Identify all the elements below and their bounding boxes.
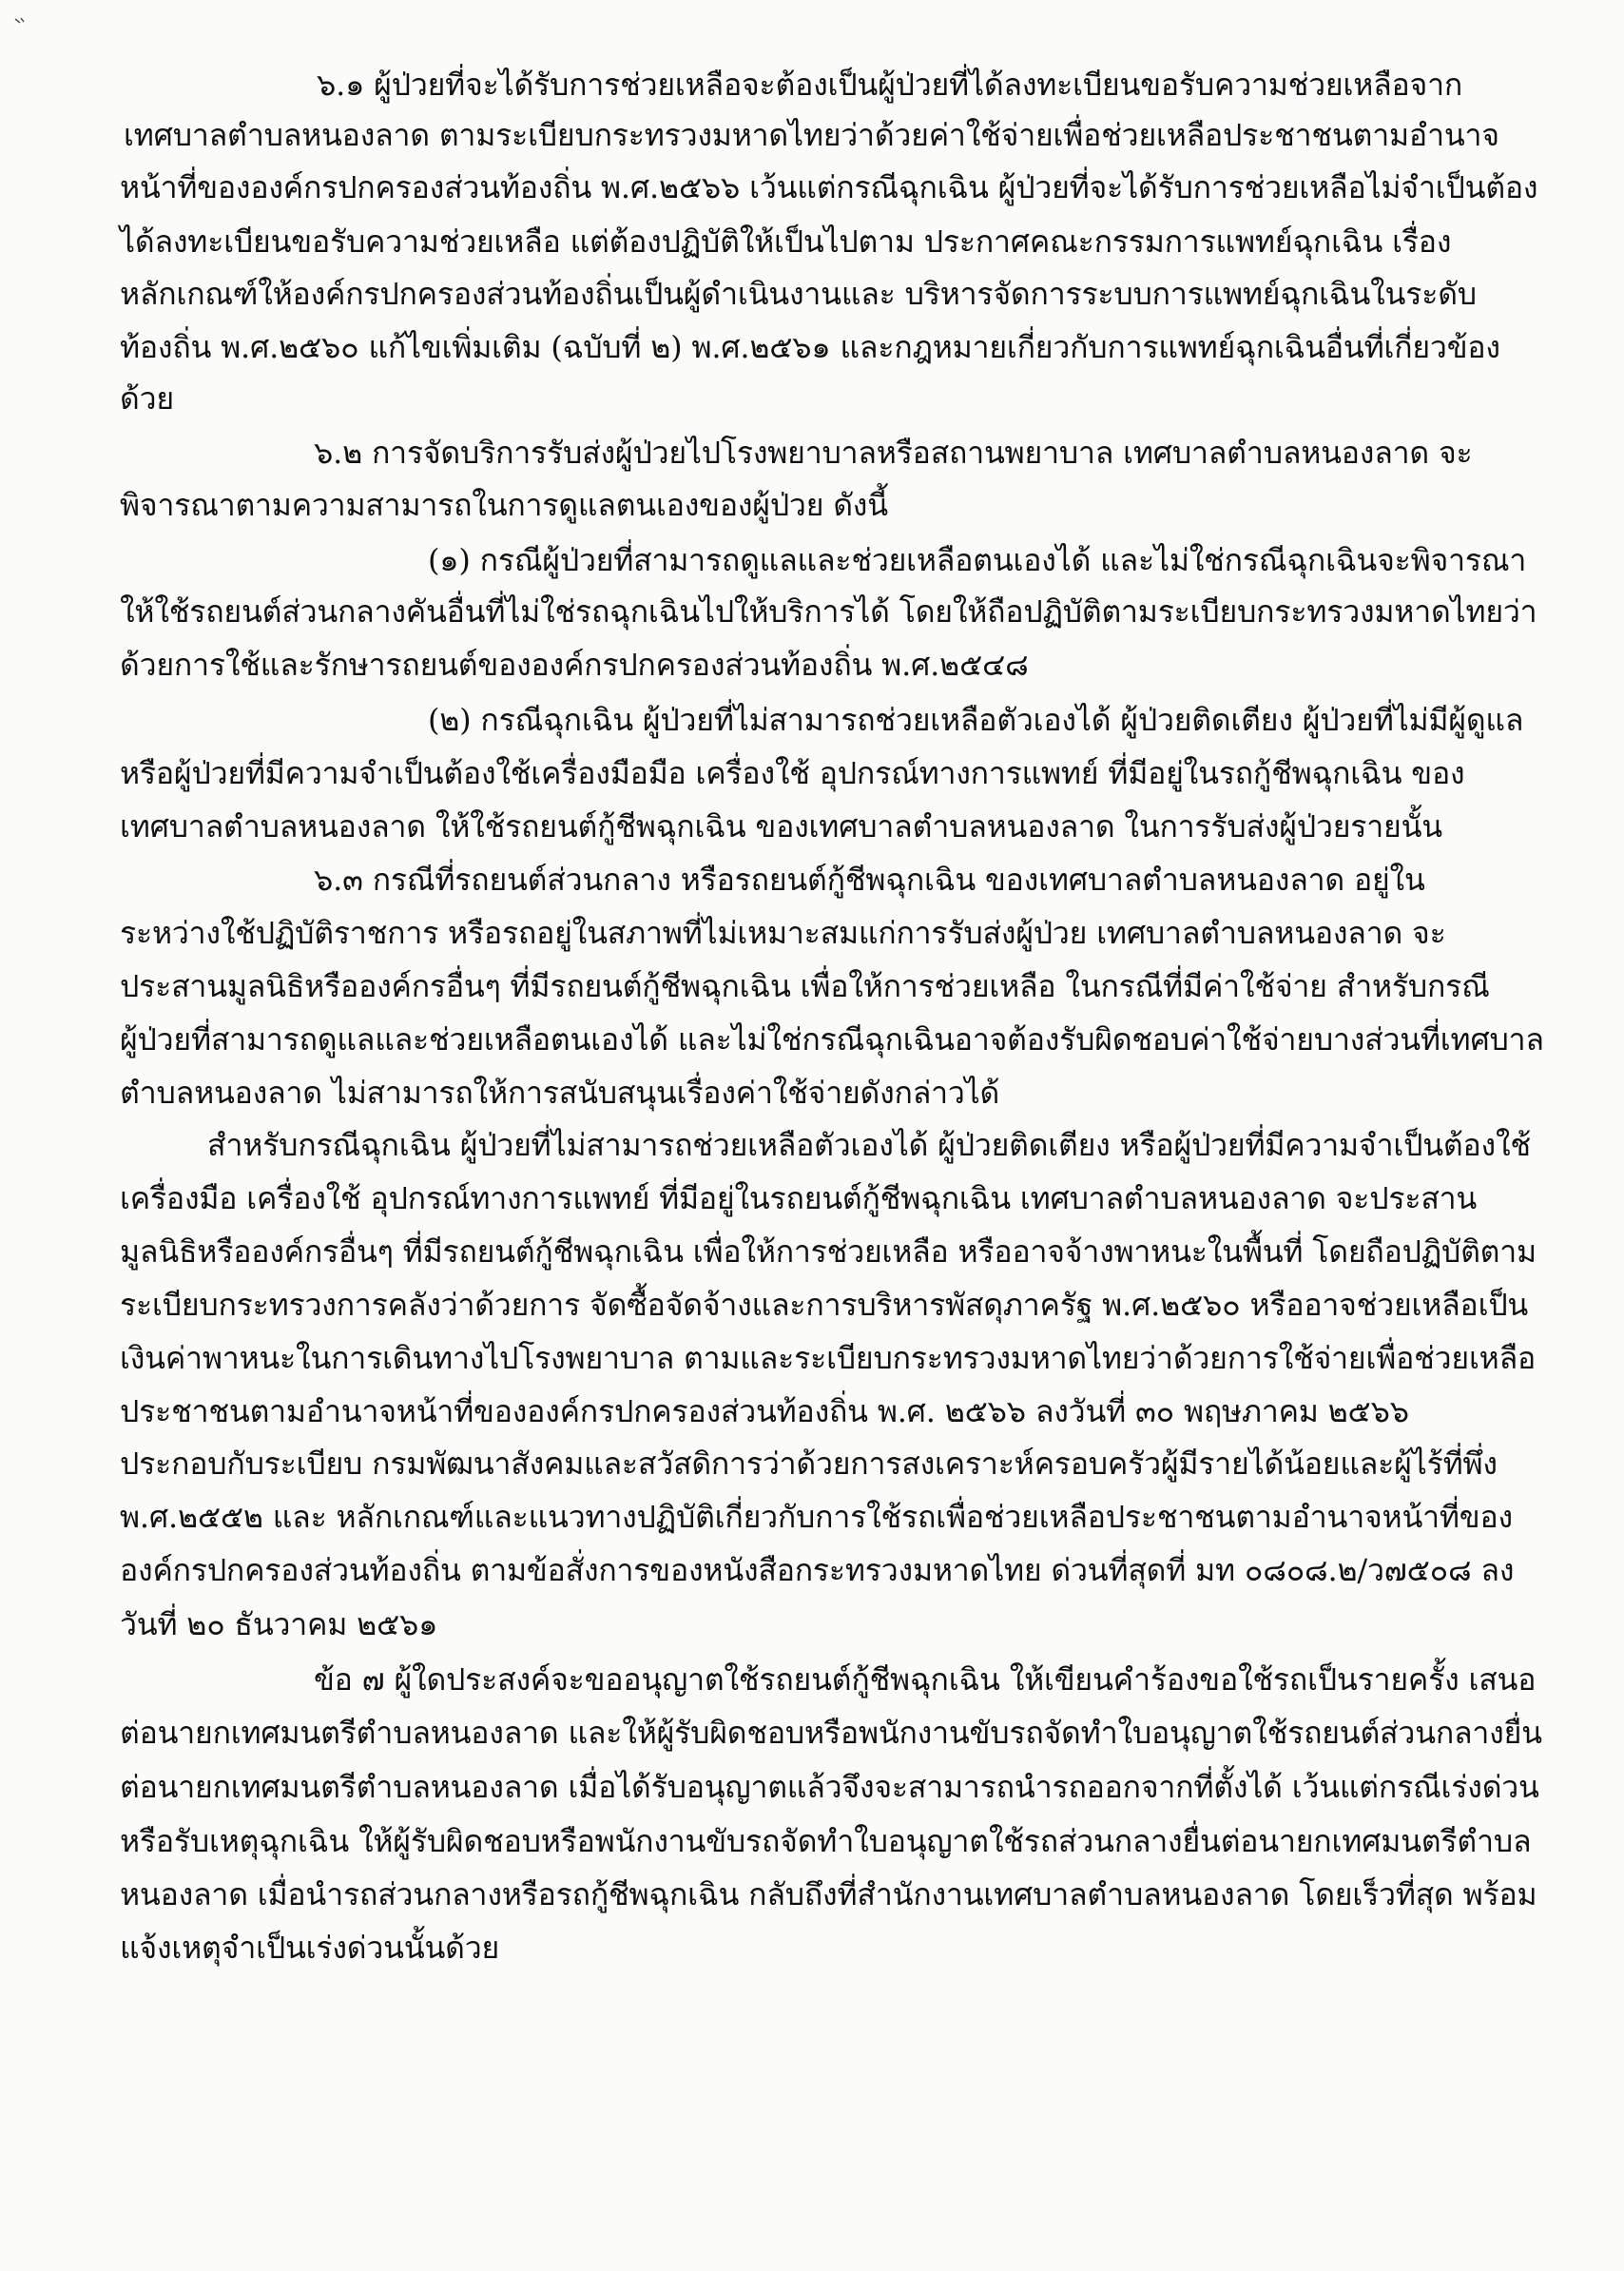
text-line: ด้วยการใช้และรักษารถยนต์ขององค์กรปกครองส่วนท้องถิ่น พ.ศ.๒๕๔๘ bbox=[120, 647, 1029, 683]
text-line: ต่อนายกเทศมนตรีตำบลหนองลาด และให้ผู้รับผิดชอบหรือพนักงานขับรถจัดทำใบอนุญาตใช้รถยนต์ส่วนกลางยื่น bbox=[120, 1715, 1542, 1751]
text-line: ให้ใช้รถยนต์ส่วนกลางคันอื่นที่ไม่ใช่รถฉุกเฉินไปให้บริการได้ โดยให้ถือปฏิบัติตามระเบียบกระทรวงมหาดไทยว่า bbox=[120, 593, 1537, 630]
text-line: สำหรับกรณีฉุกเฉิน ผู้ป่วยที่ไม่สามารถช่วยเหลือตัวเองได้ ผู้ป่วยติดเตียง หรือผู้ป่วยที่มีความจำเป็นต้องใช้ bbox=[207, 1127, 1531, 1163]
text-line: พิจารณาตามความสามารถในการดูแลตนเองของผู้ป่วย ดังนี้ bbox=[120, 487, 888, 523]
text-line: เทศบาลตำบลหนองลาด ให้ใช้รถยนต์กู้ชีพฉุกเฉิน ของเทศบาลตำบลหนองลาด ในการรับส่งผู้ป่วยรายนั้น bbox=[120, 808, 1442, 844]
text-line: เครื่องมือ เครื่องใช้ อุปกรณ์ทางการแพทย์ ที่มีอยู่ในรถยนต์กู้ชีพฉุกเฉิน เทศบาลตำบลหนองลาด จะประสาน bbox=[120, 1180, 1478, 1216]
text-line: หลักเกณฑ์ให้องค์กรปกครองส่วนท้องถิ่นเป็นผู้ดำเนินงานและ บริหารจัดการระบบการแพทย์ฉุกเฉินในระดับ bbox=[120, 276, 1477, 312]
corner-scan-mark bbox=[13, 13, 32, 32]
text-line: หรือรับเหตุฉุกเฉิน ให้ผู้รับผิดชอบหรือพนักงานขับรถจัดทำใบอนุญาตใช้รถส่วนกลางยื่นต่อนายกเทศมนตรีตำบล bbox=[120, 1823, 1532, 1859]
text-line: องค์กรปกครองส่วนท้องถิ่น ตามข้อสั่งการของหนังสือกระทรวงมหาดไทย ด่วนที่สุดที่ มท ๐๘๐๘.๒/ว๗๕๐๘ ลง bbox=[120, 1552, 1515, 1588]
text-line: พ.ศ.๒๕๕๒ และ หลักเกณฑ์และแนวทางปฏิบัติเกี่ยวกับการใช้รถเพื่อช่วยเหลือประชาชนตามอำนาจหน้าที่ของ bbox=[120, 1499, 1513, 1535]
text-line: (๑) กรณีผู้ป่วยที่สามารถดูแลและช่วยเหลือตนเองได้ และไม่ใช่กรณีฉุกเฉินจะพิจารณา bbox=[428, 542, 1527, 578]
text-line: ประชาชนตามอำนาจหน้าที่ขององค์กรปกครองส่วนท้องถิ่น พ.ศ. ๒๕๖๖ ลงวันที่ ๓๐ พฤษภาคม ๒๕๖๖ bbox=[120, 1393, 1409, 1429]
text-line: มูลนิธิหรือองค์กรอื่นๆ ที่มีรถยนต์กู้ชีพฉุกเฉิน เพื่อให้การช่วยเหลือ หรืออาจจ้างพาหนะในพื้นที่ โดยถือปฏิบัติตาม bbox=[120, 1233, 1537, 1270]
text-line: ท้องถิ่น พ.ศ.๒๕๖๐ แก้ไขเพิ่มเติม (ฉบับที่ ๒) พ.ศ.๒๕๖๑ และกฎหมายเกี่ยวกับการแพทย์ฉุกเฉินอื่นที่เกี่ยวข้อง bbox=[120, 329, 1500, 365]
text-line: หรือผู้ป่วยที่มีความจำเป็นต้องใช้เครื่องมือมือ เครื่องใช้ อุปกรณ์ทางการแพทย์ ที่มีอยู่ในรถกู้ชีพฉุกเฉิน ของ bbox=[120, 755, 1465, 791]
text-line: ๖.๒ การจัดบริการรับส่งผู้ป่วยไปโรงพยาบาลหรือสถานพยาบาล เทศบาลตำบลหนองลาด จะ bbox=[314, 435, 1473, 471]
text-line: ประกอบกับระเบียบ กรมพัฒนาสังคมและสวัสดิการว่าด้วยการสงเคราะห์ครอบครัวผู้มีรายได้น้อยและผู้ไร้ที่พึ่ง bbox=[120, 1446, 1498, 1482]
text-line: หนองลาด เมื่อนำรถส่วนกลางหรือรถกู้ชีพฉุกเฉิน กลับถึงที่สำนักงานเทศบาลตำบลหนองลาด โดยเร็วที่สุด พร้อม bbox=[120, 1876, 1537, 1912]
text-line: ผู้ป่วยที่สามารถดูแลและช่วยเหลือตนเองได้ และไม่ใช่กรณีฉุกเฉินอาจต้องรับผิดชอบค่าใช้จ่ายบางส่วนที่เทศบาล bbox=[120, 1021, 1544, 1058]
text-line: ได้ลงทะเบียนขอรับความช่วยเหลือ แต่ต้องปฏิบัติให้เป็นไปตาม ประกาศคณะกรรมการแพทย์ฉุกเฉิน เรื่อง bbox=[120, 223, 1452, 260]
text-line: แจ้งเหตุจำเป็นเร่งด่วนนั้นด้วย bbox=[120, 1930, 500, 1966]
text-line: ระเบียบกระทรวงการคลังว่าด้วยการ จัดซื้อจัดจ้างและการบริหารพัสดุภาครัฐ พ.ศ.๒๕๖๐ หรืออาจช่วยเหลือเป็น bbox=[120, 1287, 1529, 1323]
text-line: เงินค่าพาหนะในการเดินทางไปโรงพยาบาล ตามและระเบียบกระทรวงมหาดไทยว่าด้วยการใช้จ่ายเพื่อช่วยเหลือ bbox=[120, 1340, 1537, 1376]
text-line: ตำบลหนองลาด ไม่สามารถให้การสนับสนุนเรื่องค่าใช้จ่ายดังกล่าวได้ bbox=[120, 1075, 1000, 1111]
text-line: หน้าที่ขององค์กรปกครองส่วนท้องถิ่น พ.ศ.๒๕๖๖ เว้นแต่กรณีฉุกเฉิน ผู้ป่วยที่จะได้รับการช่วยเหลือไม่จำเป็นต้อง bbox=[120, 169, 1538, 205]
text-line: ประสานมูลนิธิหรือองค์กรอื่นๆ ที่มีรถยนต์กู้ชีพฉุกเฉิน เพื่อให้การช่วยเหลือ ในกรณีที่มีค่าใช้จ่าย สำหรับกรณี bbox=[120, 968, 1490, 1004]
text-line: ข้อ ๗ ผู้ใดประสงค์จะขออนุญาตใช้รถยนต์กู้ชีพฉุกเฉิน ให้เขียนคำร้องขอใช้รถเป็นรายครั้ง เสนอ bbox=[314, 1661, 1537, 1698]
text-line: เทศบาลตำบลหนองลาด ตามระเบียบกระทรวงมหาดไทยว่าด้วยค่าใช้จ่ายเพื่อช่วยเหลือประชาชนตามอำนาจ bbox=[124, 117, 1499, 153]
text-line: ๖.๑ ผู้ป่วยที่จะได้รับการช่วยเหลือจะต้องเป็นผู้ป่วยที่ได้ลงทะเบียนขอรับความช่วยเหลือจาก bbox=[317, 67, 1463, 103]
text-line: วันที่ ๒๐ ธันวาคม ๒๕๖๑ bbox=[120, 1606, 438, 1642]
text-line: (๒) กรณีฉุกเฉิน ผู้ป่วยที่ไม่สามารถช่วยเหลือตัวเองได้ ผู้ป่วยติดเตียง ผู้ป่วยที่ไม่มีผู้ดูแล bbox=[428, 702, 1524, 738]
text-line: ด้วย bbox=[120, 380, 174, 417]
text-line: ระหว่างใช้ปฏิบัติราชการ หรือรถอยู่ในสภาพที่ไม่เหมาะสมแก่การรับส่งผู้ป่วย เทศบาลตำบลหนองลาด จะ bbox=[120, 915, 1446, 951]
text-line: ต่อนายกเทศมนตรีตำบลหนองลาด เมื่อได้รับอนุญาตแล้วจึงจะสามารถนำรถออกจากที่ตั้งได้ เว้นแต่กรณีเร่งด่วน bbox=[120, 1769, 1539, 1805]
text-line: ๖.๓ กรณีที่รถยนต์ส่วนกลาง หรือรถยนต์กู้ชีพฉุกเฉิน ของเทศบาลตำบลหนองลาด อยู่ใน bbox=[314, 862, 1425, 898]
